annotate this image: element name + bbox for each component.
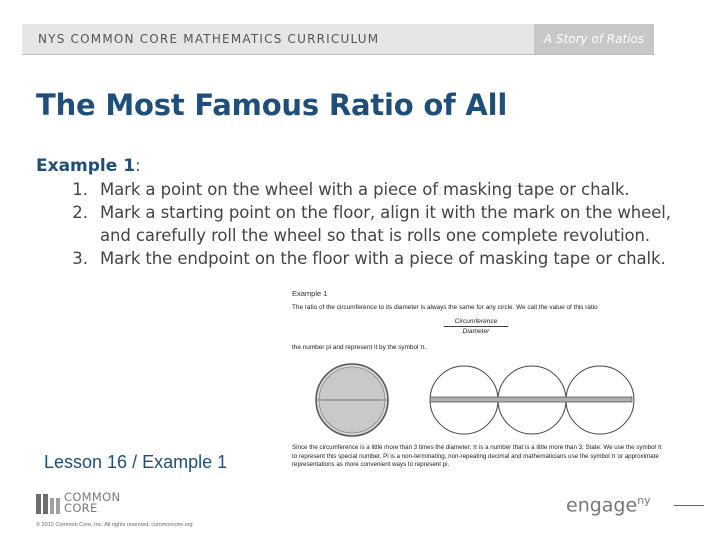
list-item [36, 178, 696, 201]
page-title: The Most Famous Ratio of All [36, 88, 508, 122]
engage-text: engage [566, 494, 638, 517]
example-heading-text: Example 1 [36, 156, 136, 176]
unrolled-circles [430, 366, 634, 434]
worksheet-bottom-text: Since the circumference is a little more than 3 times the diameter, π is a number that is a little more than 3. State: We use the symbol π to represent this special number. Pi is a non-terminating, non-repeating decimal and mathematicians use the symbol π or approximate representations as more convenient ways to represent pi. [292, 444, 662, 468]
example-heading [36, 156, 141, 176]
steps-list [36, 178, 696, 270]
common-core-logo-text [64, 492, 120, 514]
engageny-logo [566, 494, 651, 516]
step-number: 3. [72, 249, 88, 268]
logo-line-1: COMMON [64, 490, 121, 504]
curriculum-label: NYS COMMON CORE MATHEMATICS CURRICULUM [38, 32, 380, 46]
wheel-circle [316, 364, 388, 436]
list-item [36, 201, 696, 247]
lesson-label: Lesson 16 / Example 1 [44, 452, 228, 472]
list-item [36, 247, 696, 270]
story-label: A Story of Ratios [534, 24, 654, 54]
fraction-numerator: Circumference [444, 318, 508, 327]
step-number: 1. [72, 180, 88, 199]
copyright-text: © 2012 Common Core, Inc. All rights reserved. commoncore.org [36, 522, 193, 528]
common-core-logo-icon [36, 494, 62, 514]
example-heading-colon: : [135, 156, 141, 176]
fraction-denominator: Diameter [462, 328, 490, 335]
step-number: 2. [72, 203, 88, 222]
worksheet-excerpt [284, 286, 668, 486]
engage-ny-superscript: ny [637, 494, 651, 507]
footer-divider [674, 505, 704, 506]
step-text: Mark a point on the wheel with a piece of masking tape or chalk. [100, 180, 630, 199]
logo-line-2: CORE [64, 501, 98, 515]
step-text: Mark a starting point on the floor, align it with the mark on the wheel, and carefully roll the wheel so that is rolls one complete revolution. [100, 203, 671, 245]
worksheet-text-2: the number pi and represent it by the symbol π. [292, 344, 427, 351]
worksheet-label: Example 1 [292, 289, 328, 298]
rolling-wheel-diagram [304, 358, 644, 442]
step-text: Mark the endpoint on the floor with a piece of masking tape or chalk. [100, 249, 666, 268]
header-bar [22, 24, 654, 55]
worksheet-text: The ratio of the circumference to its diameter is always the same for any circle. We call the value of this ratio [292, 304, 598, 311]
worksheet-fraction [444, 318, 508, 335]
